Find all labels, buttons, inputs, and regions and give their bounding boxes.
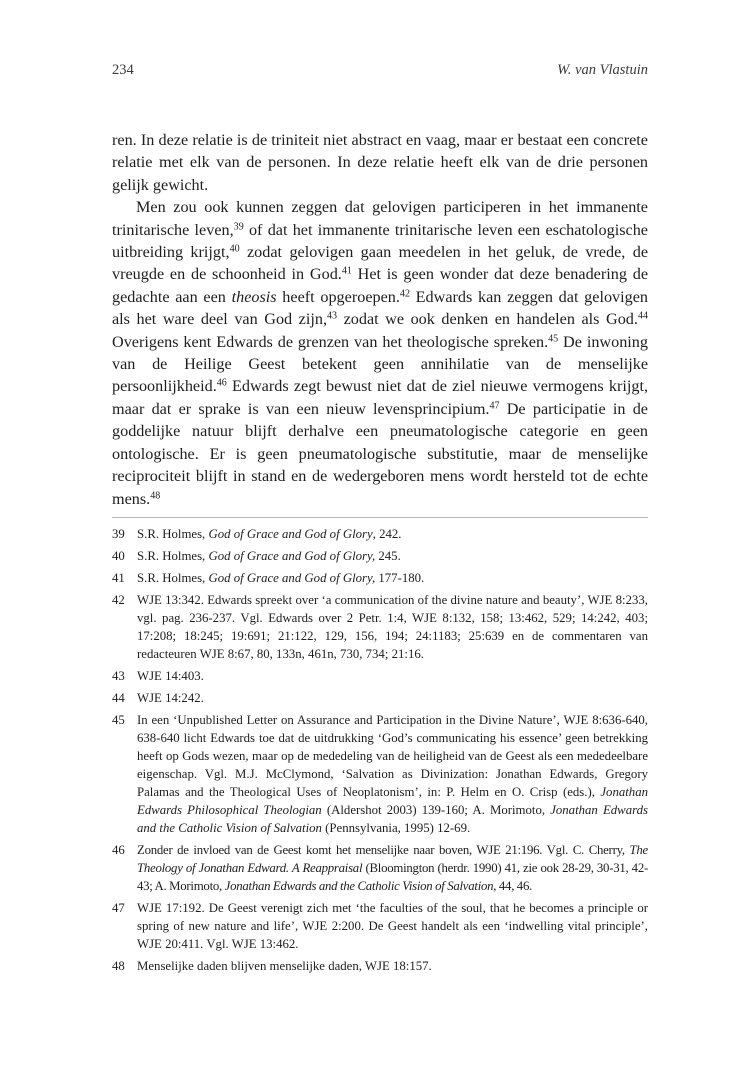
book-title: God of Grace and God of Glory: [208, 527, 373, 541]
text-run: , 44, 46.: [493, 879, 533, 893]
footnote-number: 43: [112, 669, 125, 683]
paragraph-1: ren. In deze relatie is de triniteit niet abstract en vaag, maar er bestaat een concrete relatie met elk van de personen. In deze relatie heeft elk van de drie personen gelijk gewicht.: [112, 131, 648, 194]
footnote-41: [112, 569, 648, 587]
book-title: Jonathan Edwards and the Catholic Vision of Salvation: [224, 879, 494, 893]
footnotes: [112, 525, 648, 979]
footnote-ref-48[interactable]: 48: [150, 489, 161, 501]
footnote-number: 44: [112, 691, 125, 705]
footnote-divider: [112, 517, 648, 518]
footnote-number: 42: [112, 593, 125, 607]
footnote-number: 46: [112, 843, 125, 857]
text-run: (Aldershot 2003) 139-160; A. Morimoto,: [321, 803, 551, 817]
footnote-40: [112, 547, 648, 565]
footnote-text: [137, 569, 648, 587]
book-title: God of Grace and God of Glory,: [208, 549, 376, 563]
footnote-number: 41: [112, 571, 125, 585]
paragraph-2: [112, 196, 648, 510]
text-run: Edwards zegt bewust niet dat de ziel nieuwe vermogens krijgt, maar dat er sprake is van een nieuw levensprincipium.: [112, 377, 648, 418]
footnote-45: [112, 711, 648, 837]
text-run: of dat het immanente trinitarische leven een eschatologische uitbreiding krijgt,: [112, 220, 648, 262]
text-run: (Pennsylvania, 1995) 12-69.: [321, 821, 471, 835]
footnote-44: [112, 689, 648, 707]
footnote-text: [137, 841, 648, 895]
footnote-ref-43[interactable]: 43: [327, 310, 338, 322]
text-run: Zonder de invloed van de Geest komt het menselijke naar boven, WJE 21:196. Vgl. C. Cherry,: [137, 843, 630, 857]
text-run: Overigens kent Edwards de grenzen van het theologische spreken.: [112, 332, 549, 351]
footnote-text: [137, 525, 648, 543]
footnote-text: Menselijke daden blijven menselijke daden, WJE 18:157.: [137, 959, 432, 973]
text-run: Het is geen wonder dat deze benadering de gedachte aan een: [112, 265, 649, 306]
text-run: 245.: [375, 549, 401, 563]
text-run: De inwoning van de Heilige Geest betekent geen annihilatie van de menselijke persoonlijkheid.: [112, 332, 648, 396]
text-run: S.R. Holmes,: [137, 549, 209, 563]
footnote-ref-40[interactable]: 40: [229, 243, 240, 255]
text-run: S.R. Holmes,: [137, 527, 209, 541]
text-run: , 242.: [372, 527, 402, 541]
footnote-ref-44[interactable]: 44: [637, 310, 648, 322]
footnote-text: WJE 14:403.: [137, 669, 204, 683]
footnote-ref-42[interactable]: 42: [399, 288, 410, 300]
footnote-ref-39[interactable]: 39: [233, 221, 244, 233]
text-run: (Bloomington (herdr. 1990) 41, zie ook 28-29, 30-31, 42-43; A. Morimoto,: [137, 861, 648, 893]
footnote-number: 48: [112, 959, 125, 973]
footnote-39: [112, 525, 648, 543]
footnote-ref-45[interactable]: 45: [548, 333, 559, 345]
text-run: 177-180.: [375, 571, 425, 585]
book-title: Jonathan Edwards and the Catholic Vision of Salvation: [137, 803, 649, 835]
footnote-43: [112, 667, 648, 685]
footnote-text: [137, 711, 648, 837]
footnote-ref-41[interactable]: 41: [341, 265, 352, 277]
footnote-text: WJE 13:342. Edwards spreekt over ‘a communication of the divine nature and beauty’, WJE 8:233, vgl. pag. 236-237. Vgl. Edwards over 2 Petr. 1:4, WJE 8:132, 158; 13:462, 529; 14:242, 403; 17:208; 18:245; 19:691; 21:122, 129, 156, 194; 24:1183; 25:639 en de commentaren van redacteuren WJE 8:67, 80, 133n, 461n, 730, 734; 21:16.: [137, 593, 648, 661]
footnote-number: 40: [112, 549, 125, 563]
footnote-text: WJE 14:242.: [137, 691, 204, 705]
footnote-ref-47[interactable]: 47: [489, 400, 500, 412]
footnote-number: 39: [112, 527, 125, 541]
text-run: Men zou ook kunnen zeggen dat gelovigen participeren in het immanente trinitarische leven,: [112, 198, 648, 239]
text-run: De participatie in de goddelijke natuur blijft derhalve een pneumatologische categorie en geen ontologische. Er is geen pneumatologische substitutie, maar de menselijke reciprociteit blijft in stand en de wedergeboren mens wordt hersteld tot de echte mens.: [112, 399, 648, 508]
footnote-text: WJE 17:192. De Geest verenigt zich met ‘the faculties of the soul, that he becomes a principle or spring of new nature and life’, WJE 2:200. De Geest handelt als een ‘indwelling vital principle’, WJE 20:411. Vgl. WJE 13:462.: [137, 901, 648, 951]
text-run: zodat gelovigen gaan meedelen in het geluk, de vrede, de vreugde en de schoonheid in God.: [112, 243, 649, 284]
main-text: [112, 129, 648, 510]
text-run: S.R. Holmes,: [137, 571, 209, 585]
footnote-text: [137, 547, 648, 565]
footnote-47: [112, 899, 648, 953]
book-title: Jonathan Edwards Philosophical Theologian: [137, 785, 648, 817]
text-run: Edwards kan zeggen dat gelovigen als het ware deel van God zijn,: [112, 287, 648, 329]
book-title: God of Grace and God of Glory,: [208, 571, 376, 585]
book-title: The Theology of Jonathan Edward. A Reappraisal: [137, 843, 648, 875]
footnote-42: [112, 591, 648, 663]
text-run: zodat we ook denken en handelen als God.: [337, 310, 638, 329]
italic-term: theosis: [231, 287, 277, 306]
page-header: [112, 62, 648, 79]
page-number: 234: [112, 62, 134, 78]
footnote-number: 45: [112, 713, 125, 727]
footnote-46: [112, 841, 648, 895]
footnote-number: 47: [112, 901, 125, 915]
text-run: heeft opgeroepen.: [276, 287, 400, 306]
footnote-48: [112, 957, 648, 975]
footnote-ref-46[interactable]: 46: [216, 377, 227, 389]
text-run: In een ‘Unpublished Letter on Assurance and Participation in the Divine Nature’, WJE 8:636-640, 638-640 licht Edwards toe dat de uitdrukking ‘God’s communicating his essence’ geen betrekking heeft op Gods wezen, maar op de mededeling van de heiligheid van de Geest als een mededeelbare eigenschap. Vgl. M.J. McClymond, ‘Salvation as Divinization: Jonathan Edwards, Gregory Palamas and the Theological Uses of Neoplatonism’, in: P. Helm en O. Crisp (eds.),: [137, 713, 648, 799]
running-head: W. van Vlastuin: [557, 62, 648, 78]
